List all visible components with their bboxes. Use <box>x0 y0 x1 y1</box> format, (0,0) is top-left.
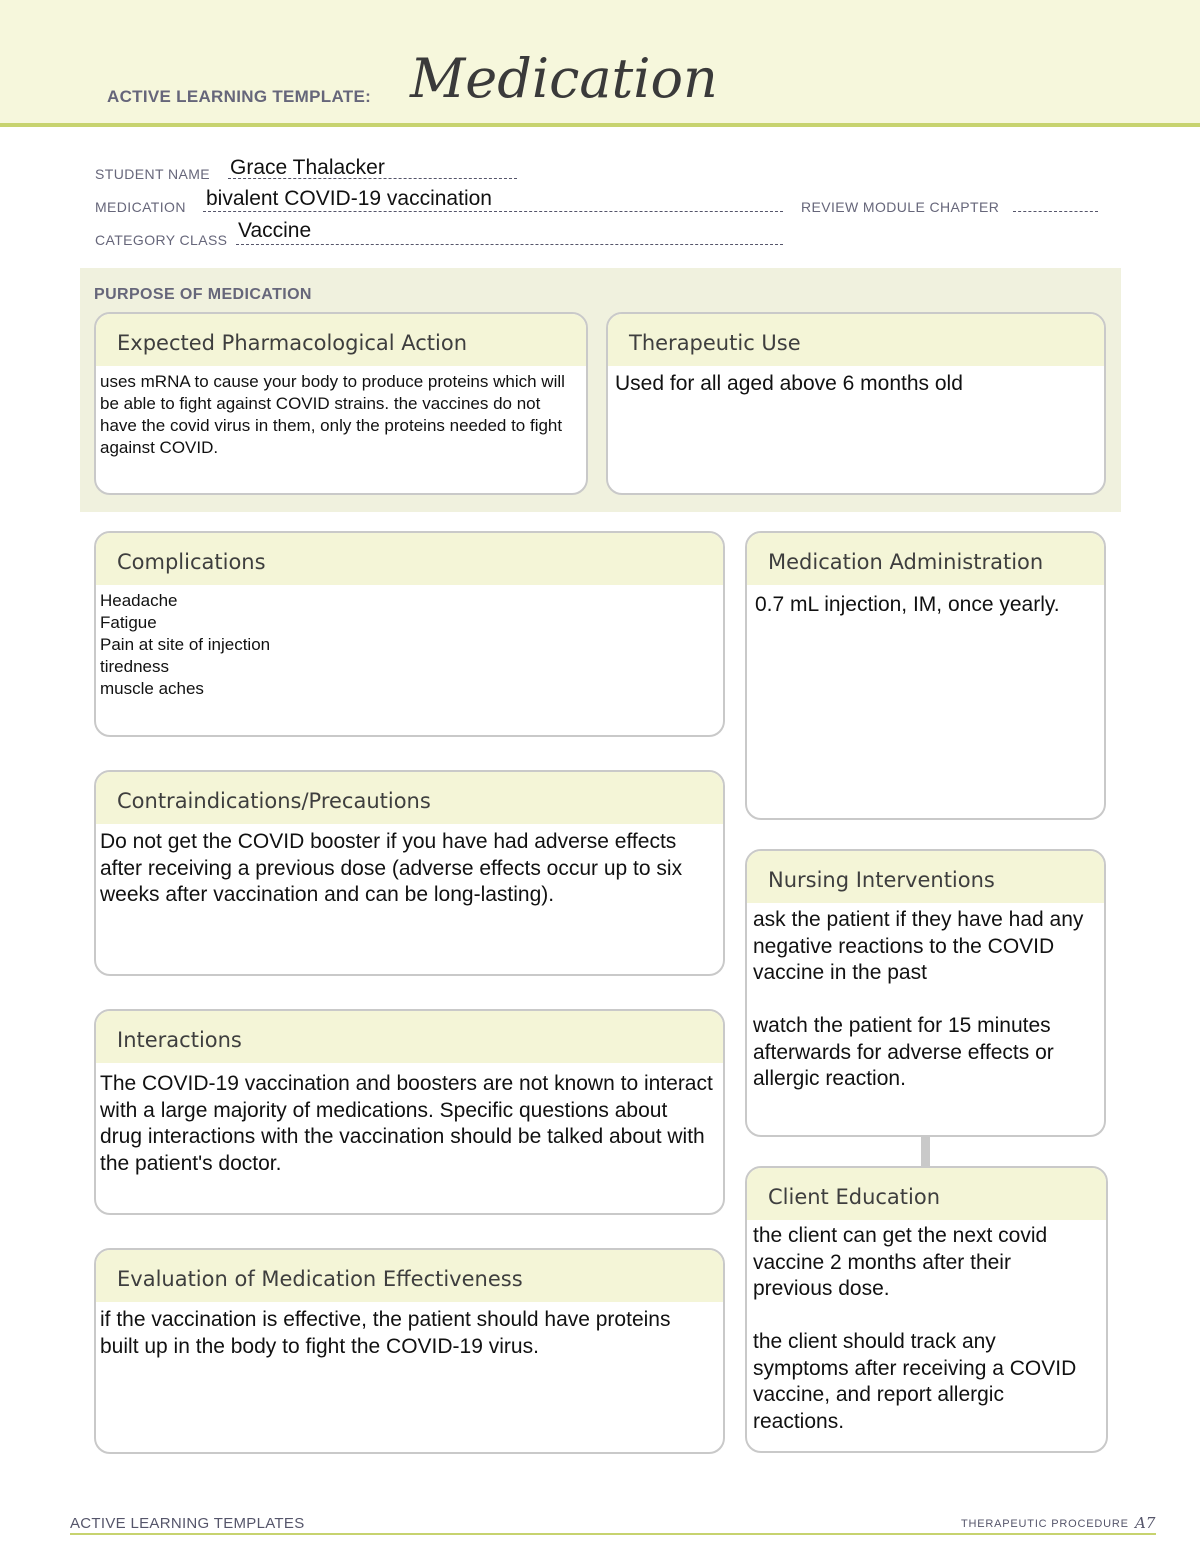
expected-action-text[interactable]: uses mRNA to cause your body to produce proteins which will be able to fight against COVID strains. the vaccines do not have the covid virus in them, only the proteins needed to fight against COVID. <box>100 372 565 457</box>
medication-label: MEDICATION <box>95 199 186 215</box>
therapeutic-use-text[interactable]: Used for all aged above 6 months old <box>615 372 963 395</box>
administration-card <box>745 531 1106 820</box>
evaluation-title: Evaluation of Medication Effectiveness <box>96 1250 723 1302</box>
card-connector <box>921 1135 930 1168</box>
contraindications-title: Contraindications/Precautions <box>96 772 723 824</box>
administration-text[interactable]: 0.7 mL injection, IM, once yearly. <box>755 593 1060 616</box>
nursing-interventions-text[interactable]: ask the patient if they have had any negative reactions to the COVID vaccine in the past watch the patient for 15 minutes afterwards for adverse effects or allergic reaction. <box>753 908 1084 1090</box>
purpose-heading: PURPOSE OF MEDICATION <box>94 286 312 303</box>
evaluation-card <box>94 1248 725 1454</box>
footer-left: ACTIVE LEARNING TEMPLATES <box>70 1515 305 1532</box>
contraindications-card <box>94 770 725 976</box>
therapeutic-use-card <box>606 312 1106 495</box>
footer-right: THERAPEUTIC PROCEDURE <box>961 1518 1129 1530</box>
page-title: Medication <box>410 47 718 110</box>
client-education-title: Client Education <box>747 1168 1106 1220</box>
client-education-text[interactable]: the client can get the next covid vaccine 2 months after their previous dose. the client should track any symptoms after receiving a COVID vaccine, and report allergic reactions. <box>753 1224 1077 1433</box>
student-name-label: STUDENT NAME <box>95 166 210 182</box>
template-label: ACTIVE LEARNING TEMPLATE: <box>107 87 372 106</box>
expected-action-title: Expected Pharmacological Action <box>96 314 586 366</box>
student-name-field[interactable]: Grace Thalacker <box>230 156 385 179</box>
review-module-line <box>1013 211 1098 212</box>
medication-line <box>203 211 783 212</box>
footer-rule <box>70 1533 1156 1535</box>
expected-action-card <box>94 312 588 495</box>
complications-title: Complications <box>96 533 723 585</box>
interactions-text[interactable]: The COVID-19 vaccination and boosters are not known to interact with a large majority of medications. Specific questions about drug interactions with the vaccination should be talked about with the patient's doctor. <box>100 1072 713 1175</box>
client-education-card <box>745 1166 1108 1453</box>
category-class-label: CATEGORY CLASS <box>95 232 228 248</box>
complications-text[interactable]: Headache Fatigue Pain at site of injection tiredness muscle aches <box>100 591 271 698</box>
administration-title: Medication Administration <box>747 533 1104 585</box>
nursing-interventions-title: Nursing Interventions <box>747 851 1104 903</box>
footer-page-number: A7 <box>1135 1514 1156 1532</box>
interactions-card <box>94 1009 725 1215</box>
medication-field[interactable]: bivalent COVID-19 vaccination <box>206 187 492 210</box>
category-class-field[interactable]: Vaccine <box>238 219 312 242</box>
therapeutic-use-title: Therapeutic Use <box>608 314 1104 366</box>
interactions-title: Interactions <box>96 1011 723 1063</box>
evaluation-text[interactable]: if the vaccination is effective, the patient should have proteins built up in the body to fight the COVID-19 virus. <box>100 1308 671 1358</box>
category-class-line <box>236 244 783 245</box>
contraindications-text[interactable]: Do not get the COVID booster if you have had adverse effects after receiving a previous dose (adverse effects occur up to six weeks after vaccination and can be long-lasting). <box>100 830 683 906</box>
review-module-label: REVIEW MODULE CHAPTER <box>801 199 1000 215</box>
complications-card <box>94 531 725 737</box>
header-rule <box>0 123 1200 127</box>
nursing-interventions-card <box>745 849 1106 1137</box>
